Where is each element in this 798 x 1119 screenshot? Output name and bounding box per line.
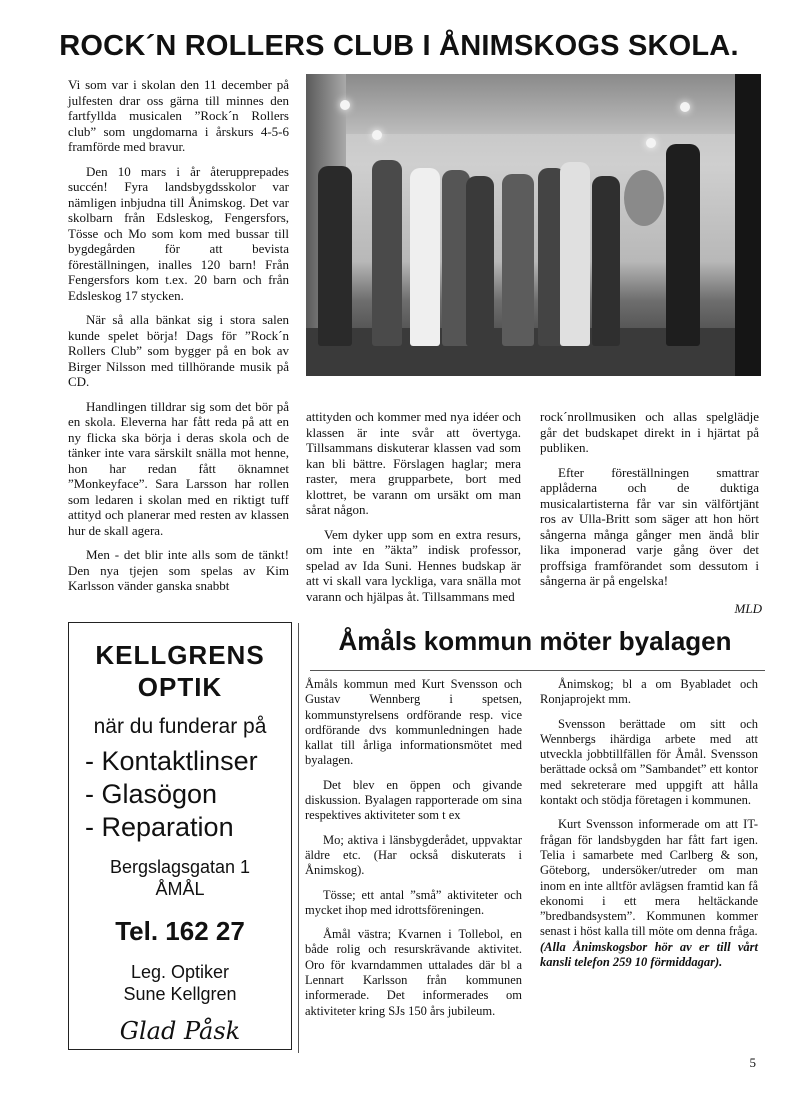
article-paragraph: När så alla bänkat sig i stora salen kunde spelet börja! Dags för ”Rock´n Rollers Club” som bygger på en bok av Birger Nilsson med tillhörande musik på CD. <box>68 312 289 389</box>
flower-bouquet <box>624 170 664 226</box>
performer-figure <box>318 166 352 346</box>
article2-column-left <box>305 677 522 1028</box>
article-paragraph: Den 10 mars i år återupprepades succén! Fyra landsbygdsskolor var nämligen inbjudna till Ånimskog. Det var skolbarn från Edsleskog, Fengersfors, Tösse och Mo som kom med bussar till bygdegården för att bevista föreställningen, inalles 120 barn! Från Fengersfors kom t.ex. 20 barn och från Edsleskog 17 stycken. <box>68 163 289 303</box>
teacher-figure <box>666 144 700 346</box>
performer-figure <box>466 176 494 346</box>
article-paragraph: attityden och kommer med nya idéer och klassen är inte svår att övertyga. Tillsammans diskuterar klassen vad som kan bli bättre. Förslagen haglar; mera raster, mera grupparbete, bort med klottret, be varann om ursäkt om man sårat någon. <box>306 409 521 517</box>
article-column-middle <box>306 409 521 613</box>
stage-photo <box>306 74 761 376</box>
article-paragraph: Ånimskog; bl a om Byabladet och Ronjaprojekt mm. <box>540 677 758 707</box>
article-paragraph: Handlingen tilldrar sig som det bör på en skola. Eleverna har fått reda på att en ny flicka ska börja i deras skola och de tänker inte vara särskilt snälla mot henne, hon har redan fått öknamnet ”Monkeyface”. Sara Larsson har rollen som ledaren i skolan med en riktigt tuff attityd och planerar med resten av klassen hur de skall agera. <box>68 398 289 538</box>
article-paragraph: Kurt Svensson informerade om att IT-frågan för landsbygden har fått fart igen. Telia i samarbete med Carlberg & son, Göteborg, undersöker/utreder om man inom en inte alltför avlägsen framtid kan få ekonomi i ett mera heltäckande ”bredbandsystem”. Kommunen kommer senast i höst kalla till möte om denna fråga. <box>540 817 758 939</box>
article-closing-note: (Alla Ånimskogsbor hör av er till vårt kansli telefon 259 10 förmiddagar). <box>540 939 758 970</box>
article-headline: ROCK´N ROLLERS CLUB I ÅNIMSKOGS SKOLA. <box>59 30 739 62</box>
ad-optician <box>69 961 291 1005</box>
ad-easter-greeting: Glad Påsk <box>119 1017 241 1045</box>
article-paragraph: Efter föreställningen smattrar applåderna och de duktiga musicalartisterna får var sin välförtjänt ros av Ulla-Britt som säger att hon hört sångerna många gånger men ändå blir lika imponerad varje gång över det proffsiga framförandet som dessutom i sångerna är på engelska! <box>540 464 759 588</box>
article-column-right <box>540 409 759 598</box>
article-paragraph: rock´nrollmusiken och allas spelglädje går det budskapet direkt in i hjärtat på publiken. <box>540 409 759 455</box>
ceiling-light <box>646 138 656 148</box>
ad-service-item: - Glasögon <box>85 779 218 809</box>
article-paragraph: Åmåls kommun med Kurt Svensson och Gustav Wennberg i spetsen, kommunstyrelsens ordförande resp. vice ordförande dvs kommunledningen hade kallat till årliga informationsmötet med byalagen. <box>305 677 522 768</box>
article-paragraph: Svensson berättade om sitt och Wennbergs ihärdiga arbete med att utveckla jobbtillfällen för Åmål. Svensson berättade också om ”Sambandet” ett kontor med sekreterare med uppgift att hålla kontakt och stödja företagen i kommunen. <box>540 716 758 808</box>
optician-advertisement <box>68 622 292 1050</box>
article-paragraph: Vem dyker upp som en extra resurs, om inte en ”äkta” indisk professor, spelad av Ida Suni. Hennes budskap är att vi skall vara lyckliga, vara snälla mot varann och hjälpas åt. Tillsammans med <box>306 526 521 604</box>
article-column-left <box>68 77 289 603</box>
headline-underline <box>310 670 765 671</box>
performer-figure <box>560 162 590 346</box>
photo-ceiling <box>306 74 761 134</box>
article-paragraph: Åmål västra; Kvarnen i Tollebol, en både rolig och resurskrävande aktivitet. Oro för kvarndammen uttalades där bl a Lennart Karlsson från kommunen informerade. Det informerades om aktiviteter kring SJs 150 års jubileum. <box>305 927 522 1018</box>
ad-street: Bergslagsgatan 1 <box>109 857 251 877</box>
ad-services-list <box>85 745 291 844</box>
performer-figure <box>592 176 620 346</box>
ad-service-item: - Kontaktlinser <box>85 746 258 776</box>
article-paragraph: Tösse; ett antal ”små” aktiviteter och mycket ihop med idrottsföreningen. <box>305 887 522 917</box>
performer-figure <box>372 160 402 346</box>
ad-name-line: OPTIK <box>137 672 223 702</box>
ceiling-light <box>340 100 350 110</box>
column-divider <box>298 623 299 1053</box>
ad-service-item: - Reparation <box>85 812 234 842</box>
article-paragraph: Det blev en öppen och givande diskussion. Byalagen rapporterade om sina respektives aktiviteter som t ex <box>305 777 522 823</box>
ad-name-line: KELLGRENS <box>95 640 265 670</box>
ceiling-light <box>372 130 382 140</box>
performer-figure <box>502 174 534 346</box>
article2-column-right <box>540 677 758 979</box>
ad-phone: Tel. 162 27 <box>115 916 245 946</box>
article-paragraph: Mo; aktiva i länsbygderådet, uppvaktar äldre etc. (Har också diskuterats i Ånimskog). <box>305 832 522 878</box>
ad-company-name <box>69 639 291 703</box>
ad-optician-name: Sune Kellgren <box>123 984 237 1004</box>
page-number: 5 <box>749 1055 756 1070</box>
ad-optician-title: Leg. Optiker <box>130 962 230 982</box>
ad-tagline: när du funderar på <box>93 715 267 738</box>
article-paragraph: Men - det blir inte alls som de tänkt! Den nya tjejen som spelas av Kim Karlsson vänder ganska snabbt <box>68 547 289 593</box>
stage-curtain <box>735 74 761 376</box>
ceiling-light <box>680 102 690 112</box>
ad-address <box>69 856 291 900</box>
author-signature: MLD <box>734 601 762 616</box>
performer-figure <box>410 168 440 346</box>
article-headline-2: Åmåls kommun möter byalagen <box>338 626 732 656</box>
ad-city: ÅMÅL <box>155 879 205 899</box>
article-paragraph: Vi som var i skolan den 11 december på julfesten drar oss gärna till minnes den fartfyllda musicalen ”Rock´n Rollers club” som ungdomarna i årskurs 4-5-6 framförde med bravur. <box>68 77 289 154</box>
